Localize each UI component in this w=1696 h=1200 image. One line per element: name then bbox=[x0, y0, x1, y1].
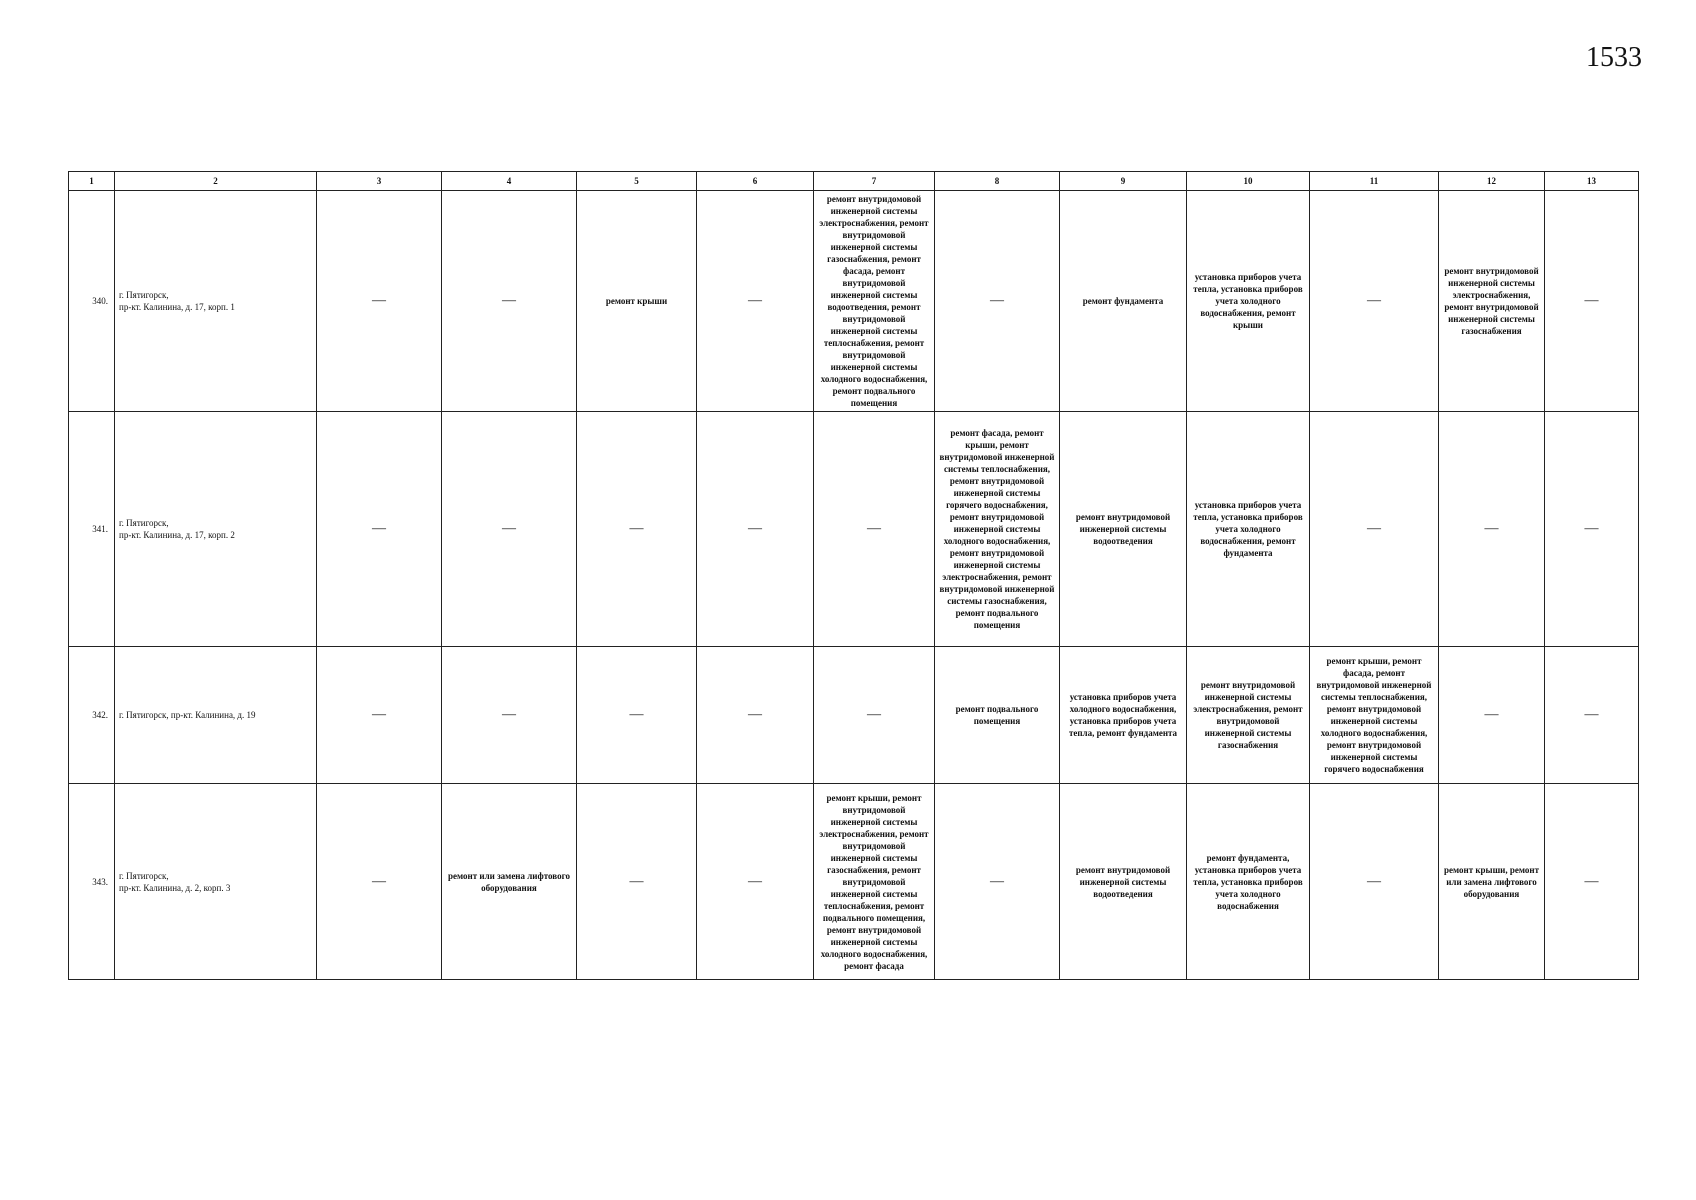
table-cell: установка приборов учета тепла, установка приборов учета холодного водоснабжения, ремонт фундамента bbox=[1187, 412, 1310, 647]
table-cell: — bbox=[1545, 647, 1639, 784]
table-row bbox=[69, 647, 1639, 784]
table-cell: — bbox=[697, 647, 814, 784]
table-cell: ремонт внутридомовой инженерной системы электроснабжения, ремонт внутридомовой инженерной системы газоснабжения, ремонт фасада, ремонт внутридомовой инженерной системы водоотведения, ремонт внутридомовой инженерной системы теплоснабжения, ремонт внутридомовой инженерной системы холодного водоснабжения, ремонт подвального помещения bbox=[814, 191, 935, 412]
table-cell: — bbox=[1310, 412, 1439, 647]
row-number: 341. bbox=[69, 412, 115, 647]
column-header: 10 bbox=[1187, 172, 1310, 191]
table-cell: — bbox=[1439, 412, 1545, 647]
table-cell: ремонт внутридомовой инженерной системы водоотведения bbox=[1060, 412, 1187, 647]
table-cell: — bbox=[697, 784, 814, 980]
table-cell: ремонт фундамента bbox=[1060, 191, 1187, 412]
row-address: г. Пятигорск, пр-кт. Калинина, д. 17, корп. 2 bbox=[115, 412, 317, 647]
table-cell: — bbox=[317, 647, 442, 784]
table-cell: — bbox=[814, 412, 935, 647]
row-address: г. Пятигорск, пр-кт. Калинина, д. 17, корп. 1 bbox=[115, 191, 317, 412]
header-row bbox=[69, 172, 1639, 191]
column-header: 11 bbox=[1310, 172, 1439, 191]
table-cell: — bbox=[577, 647, 697, 784]
row-number: 343. bbox=[69, 784, 115, 980]
column-header: 6 bbox=[697, 172, 814, 191]
table-cell: — bbox=[1545, 784, 1639, 980]
table-cell: ремонт крыши, ремонт внутридомовой инженерной системы электроснабжения, ремонт внутридомовой инженерной системы газоснабжения, ремонт внутридомовой инженерной системы теплоснабжения, ремонт подвального помещения, ремонт внутридомовой инженерной системы холодного водоснабжения, ремонт фасада bbox=[814, 784, 935, 980]
table-cell: ремонт внутридомовой инженерной системы электроснабжения, ремонт внутридомовой инженерной системы газоснабжения bbox=[1187, 647, 1310, 784]
page-number: 1533 bbox=[1586, 42, 1642, 73]
table-cell: — bbox=[442, 647, 577, 784]
row-address: г. Пятигорск, пр-кт. Калинина, д. 2, корп. 3 bbox=[115, 784, 317, 980]
table-cell: — bbox=[442, 191, 577, 412]
table-row bbox=[69, 784, 1639, 980]
table-cell: — bbox=[697, 191, 814, 412]
schedule-table-wrapper bbox=[68, 171, 1638, 980]
row-number: 342. bbox=[69, 647, 115, 784]
column-header: 3 bbox=[317, 172, 442, 191]
table-cell: ремонт внутридомовой инженерной системы электроснабжения, ремонт внутридомовой инженерной системы газоснабжения bbox=[1439, 191, 1545, 412]
column-header: 1 bbox=[69, 172, 115, 191]
row-number: 340. bbox=[69, 191, 115, 412]
table-cell: — bbox=[317, 412, 442, 647]
column-header: 12 bbox=[1439, 172, 1545, 191]
table-cell: — bbox=[577, 412, 697, 647]
column-header: 5 bbox=[577, 172, 697, 191]
column-header: 7 bbox=[814, 172, 935, 191]
table-cell: — bbox=[317, 191, 442, 412]
column-header: 13 bbox=[1545, 172, 1639, 191]
table-row bbox=[69, 412, 1639, 647]
column-header: 4 bbox=[442, 172, 577, 191]
table-cell: ремонт крыши, ремонт или замена лифтового оборудования bbox=[1439, 784, 1545, 980]
table-cell: — bbox=[1310, 784, 1439, 980]
table-cell: — bbox=[1439, 647, 1545, 784]
table-cell: — bbox=[814, 647, 935, 784]
table-cell: — bbox=[442, 412, 577, 647]
column-header: 9 bbox=[1060, 172, 1187, 191]
table-cell: — bbox=[935, 784, 1060, 980]
table-cell: — bbox=[935, 191, 1060, 412]
table-cell: ремонт крыши bbox=[577, 191, 697, 412]
table-cell: ремонт внутридомовой инженерной системы водоотведения bbox=[1060, 784, 1187, 980]
row-address: г. Пятигорск, пр-кт. Калинина, д. 19 bbox=[115, 647, 317, 784]
table-cell: ремонт фасада, ремонт крыши, ремонт внутридомовой инженерной системы теплоснабжения, ремонт внутридомовой инженерной системы горячего водоснабжения, ремонт внутридомовой инженерной системы холодного водоснабжения, ремонт внутридомовой инженерной системы электроснабжения, ремонт внутридомовой инженерной системы газоснабжения, ремонт подвального помещения bbox=[935, 412, 1060, 647]
table-cell: ремонт подвального помещения bbox=[935, 647, 1060, 784]
table-cell: — bbox=[697, 412, 814, 647]
table-cell: ремонт или замена лифтового оборудования bbox=[442, 784, 577, 980]
table-cell: ремонт крыши, ремонт фасада, ремонт внутридомовой инженерной системы теплоснабжения, ремонт внутридомовой инженерной системы холодного водоснабжения, ремонт внутридомовой инженерной системы горячего водоснабжения bbox=[1310, 647, 1439, 784]
table-row bbox=[69, 191, 1639, 412]
column-header: 2 bbox=[115, 172, 317, 191]
table-cell: — bbox=[1545, 412, 1639, 647]
schedule-table bbox=[68, 171, 1639, 980]
table-cell: ремонт фундамента, установка приборов учета тепла, установка приборов учета холодного водоснабжения bbox=[1187, 784, 1310, 980]
table-cell: — bbox=[577, 784, 697, 980]
table-cell: установка приборов учета холодного водоснабжения, установка приборов учета тепла, ремонт фундамента bbox=[1060, 647, 1187, 784]
table-cell: установка приборов учета тепла, установка приборов учета холодного водоснабжения, ремонт крыши bbox=[1187, 191, 1310, 412]
table-cell: — bbox=[1545, 191, 1639, 412]
column-header: 8 bbox=[935, 172, 1060, 191]
table-cell: — bbox=[1310, 191, 1439, 412]
table-cell: — bbox=[317, 784, 442, 980]
